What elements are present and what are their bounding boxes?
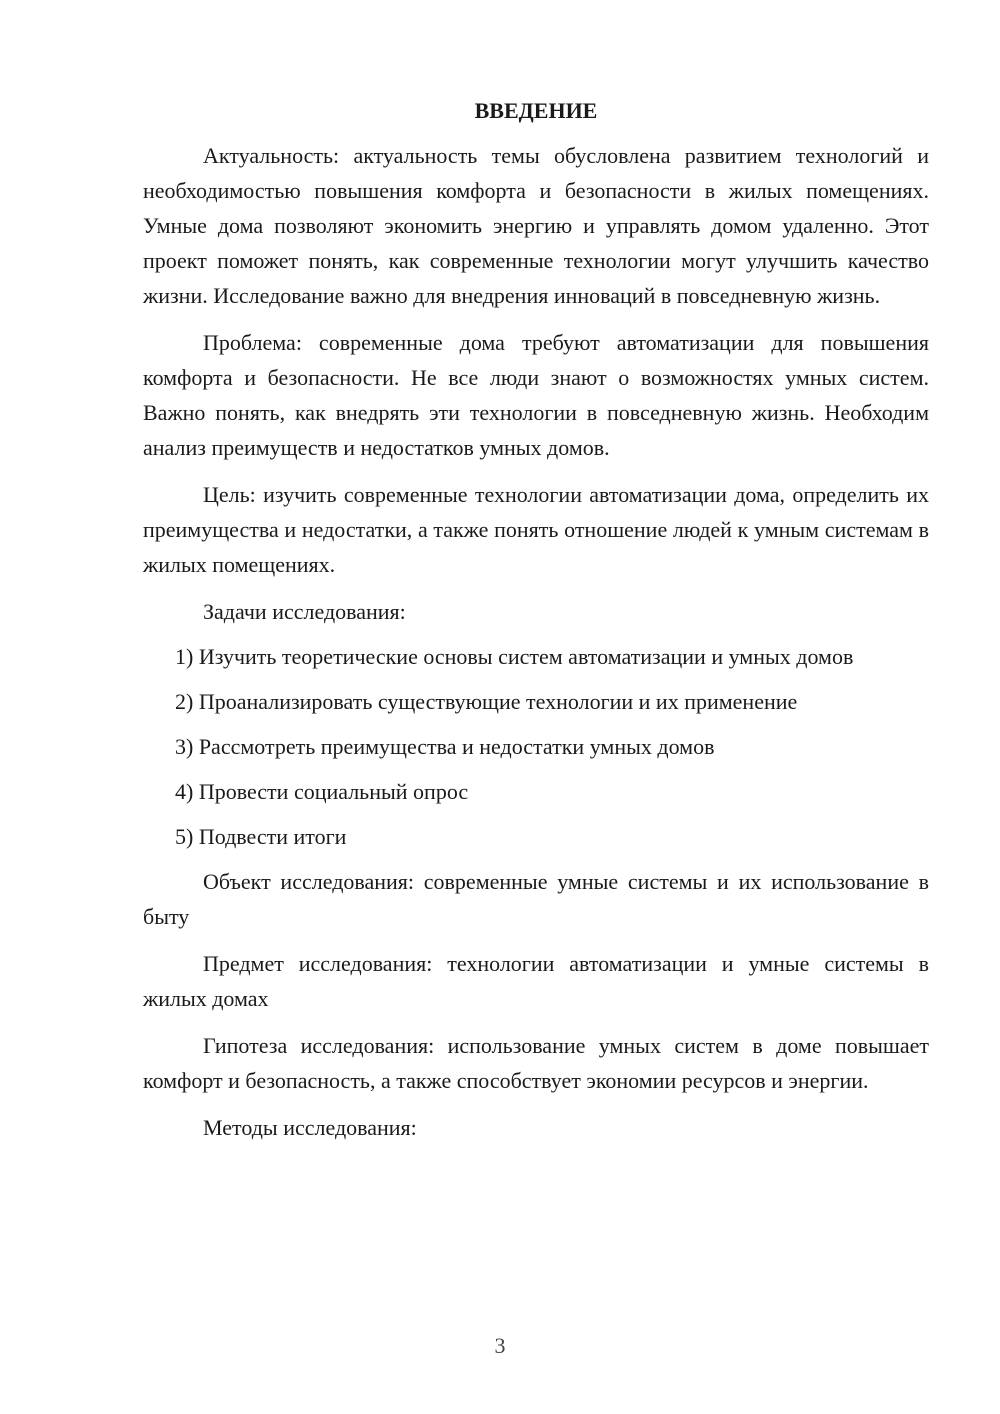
subject-paragraph: Предмет исследования: технологии автоматизации и умные системы в жилых домах xyxy=(143,951,929,1011)
object-paragraph: Объект исследования: современные умные системы и их использование в быту xyxy=(143,869,929,929)
tasks-title: Задачи исследования: xyxy=(203,599,406,624)
hypothesis-paragraph: Гипотеза исследования: использование умных систем в доме повышает комфорт и безопасность, а также способствует экономии ресурсов и энергии. xyxy=(143,1033,929,1093)
document-page xyxy=(143,96,929,1157)
problem-paragraph: Проблема: современные дома требуют автоматизации для повышения комфорта и безопасности. Не все люди знают о возможностях умных систем. Важно понять, как внедрять эти технологии в повседневную жизнь. Необходим анализ преимуществ и недостатков умных домов. xyxy=(143,330,929,460)
task-item-3: 3) Рассмотреть преимущества и недостатки умных домов xyxy=(175,734,715,759)
goal-paragraph: Цель: изучить современные технологии автоматизации дома, определить их преимущества и недостатки, а также понять отношение людей к умным системам в жилых помещениях. xyxy=(143,482,929,577)
relevance-paragraph: Актуальность: актуальность темы обусловлена развитием технологий и необходимостью повышения комфорта и безопасности в жилых помещениях. Умные дома позволяют экономить энергию и управлять домом удаленно. Этот проект поможет понять, как современные технологии могут улучшить качество жизни. Исследование важно для внедрения инноваций в повседневную жизнь. xyxy=(143,143,929,308)
task-item-2: 2) Проанализировать существующие технологии и их применение xyxy=(175,689,798,714)
section-heading: ВВЕДЕНИЕ xyxy=(474,98,598,123)
page-number: 3 xyxy=(494,1333,506,1358)
methods-title: Методы исследования: xyxy=(203,1115,417,1140)
task-item-4: 4) Провести социальный опрос xyxy=(175,779,469,804)
task-item-1: 1) Изучить теоретические основы систем автоматизации и умных домов xyxy=(175,644,854,669)
task-item-5: 5) Подвести итоги xyxy=(175,824,347,849)
